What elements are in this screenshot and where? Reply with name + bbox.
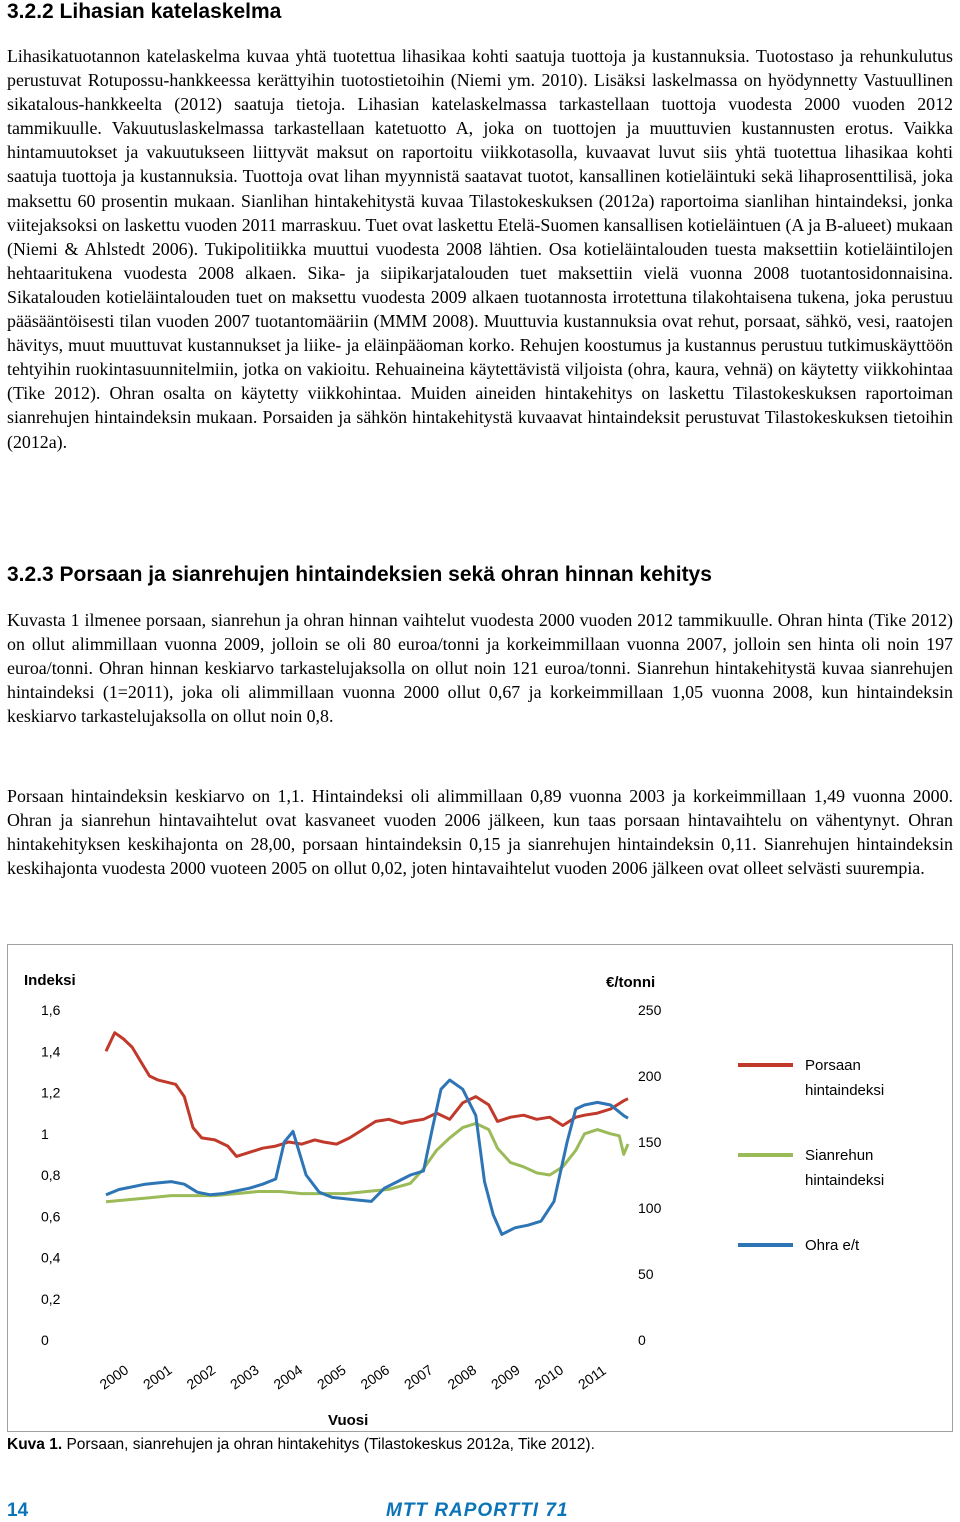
body-paragraph-1: Lihasikatuotannon katelaskelma kuvaa yhtä tuotettua lihasikaa kohti saatuja tuottoja ja kustannuksia. Tuotostaso ja rehunkulutus perustuvat Rotupossu-hankkeessa kerättyihin tuotostietoihin (Niemi ym. 2010). Lisäksi laskelmassa on hyödynnetty Vastuullinen sikatalous-hankkeelta (2012) saatuja tietoja. Lihasian katelaskelmassa tarkastellaan tuottoja vuodesta 2000 vuoden 2012 tammikuulle. Vakuutuslaskelmassa tarkastellaan katetuotto A, joka on tuottojen ja muuttuvien kustannusten erotus. Vaikka hintamuutokset ja vakuutukseen liittyvät maksut on raportoitu viikkotasolla, kuvaavat luvut siis yhtä tuotettua lihasikaa kohti saatuja tuottoja ja kustannuksia. Tuottoja ovat lihan myynnistä saatavat tuotot, kansallinen kotieläintuki sekä lihaprosenttilisä, joka maksettu 60 prosentin mukaan. Sianlihan hintakehitystä kuvaa Tilastokeskuksen (2012a) raportoima sianlihan hintaindeksi, jonka viitejaksoksi on laskettu vuoden 2011 marraskuu. Tuet ovat laskettu Etelä-Suomen kansallisen kotieläintuen (A ja B-alueet) mukaan (Niemi & Ahlstedt 2006). Tukipolitiikka muuttui vuodesta 2008 lähtien. Osa kotieläintalouden tuesta maksettiin kotieläintilojen hehtaaritukena vuodesta 2008 alkaen. Sika- ja siipikarjatalouden tuet maksettiin vielä vuonna 2008 tuotantosidonnaisina. Sikatalouden kotieläintalouden tuet on maksettu vuodesta 2009 alkaen tuotannosta irrotettuna tilakohtaisena tukena, joka perustuu pääsääntöisesti tilan vuoden 2007 tuotantomääriin (MMM 2008). Muuttuvia kustannuksia ovat rehut, porsaat, sähkö, vesi, raatojen hävitys, muut muuttuvat kustannukset ja liike- ja eläinpääoman korko. Rehujen koostumus ja kustannus perustuu tutkimuskäyttöön tehtyihin ruokintasuunnitelmiin, jotka on vakioitu. Rehuaineina käytettävistä viljoista (ohra, kaura, vehnä) on käytetty viikkohintaa (Tike 2012). Ohran osalta on käytetty viikkohintaa. Muiden aineiden hintakehitys on laskettu Tilastokeskuksen raportoiman sianrehujen hintaindeksin mukaan. Porsaiden ja sähkön hintakehitystä kuvaavat hintaindeksit perustuvat Tilastokeskuksen tietoihin (2012a). — [7, 46, 953, 452]
y-left-tick-label: 1,4 — [41, 1043, 61, 1060]
x-axis-label: Vuosi — [328, 1412, 369, 1429]
y-right-tick-label: 150 — [638, 1134, 662, 1150]
line-chart — [8, 945, 954, 1433]
y-right-tick-label: 0 — [638, 1332, 646, 1348]
x-tick-label: 2010 — [531, 1361, 567, 1393]
body-paragraph-3: Porsaan hintaindeksin keskiarvo on 1,1. Hintaindeksi oli alimmillaan 0,89 vuonna 2003 ja korkeimmillaan 1,49 vuonna 2000. Ohran ja sianrehun hintavaihtelut ovat kasvaneet vuoden 2006 jälkeen, kun taas porsaan hintavaihtelu on vähentynyt. Ohran hintakehityksen keskihajonta on 28,00, porsaan hintaindeksin 0,15 ja sianrehujen hintaindeksin 0,11. Sianrehujen hintaindeksin keskihajonta vuodesta 2000 vuoteen 2005 on ollut 0,02, joten hintavaihtelut vuoden 2006 jälkeen ovat olleet selvästi suurempia. — [7, 786, 953, 879]
legend-label: Sianrehun — [805, 1147, 874, 1164]
x-tick-label: 2002 — [183, 1361, 219, 1393]
y-right-tick-label: 200 — [638, 1068, 662, 1084]
y-left-tick-label: 0,4 — [41, 1249, 61, 1266]
legend-label: Porsaan — [805, 1057, 861, 1074]
legend-label: hintaindeksi — [805, 1172, 885, 1189]
y-left-tick-label: 1 — [41, 1125, 49, 1142]
body-paragraph-2: Kuvasta 1 ilmenee porsaan, sianrehun ja ohran hinnan vaihtelut vuodesta 2000 vuoden 2012 tammikuulle. Ohran hinta (Tike 2012) on ollut alimmillaan vuonna 2009, jolloin se oli 80 euroa/tonni ja korkeimmillaan vuonna 2007, jolloin sen hinta oli noin 197 euroa/tonni. Ohran hinnan keskiarvo tarkastelujaksolla on ollut noin 121 euroa/tonni. Sianrehun hintakehitystä kuvaa sianrehujen hintaindeksi (1=2011), joka oli alimmillaan vuonna 2000 ollut 0,67 ja korkeimmillaan 1,05 vuonna 2008, kun hintaindeksin keskiarvo tarkastelujaksolla on ollut noin 0,8. — [7, 610, 953, 727]
y-right-tick-label: 100 — [638, 1200, 662, 1216]
series-line-2 — [106, 1123, 628, 1201]
series-line-3 — [106, 1080, 628, 1234]
y-left-tick-label: 0 — [41, 1332, 49, 1348]
page-number: 14 — [7, 1500, 29, 1521]
x-tick-label: 2011 — [575, 1362, 609, 1393]
y-right-axis-label: €/tonni — [606, 974, 656, 991]
y-left-tick-label: 0,8 — [41, 1167, 61, 1183]
x-tick-label: 2007 — [401, 1361, 436, 1393]
x-tick-label: 2003 — [227, 1361, 262, 1393]
x-tick-label: 2001 — [140, 1361, 175, 1393]
section-heading-3-2-2: 3.2.2 Lihasian katelaskelma — [7, 0, 282, 23]
legend-label: Ohra e/t — [805, 1237, 860, 1254]
y-left-axis-label: Indeksi — [24, 972, 76, 989]
figure-caption-text: Porsaan, sianrehujen ja ohran hintakehitys (Tilastokeskus 2012a, Tike 2012). — [62, 1436, 595, 1453]
legend-label: hintaindeksi — [805, 1082, 885, 1099]
x-tick-label: 2009 — [488, 1361, 523, 1393]
y-left-tick-label: 0,2 — [41, 1290, 61, 1307]
series-line-1 — [106, 1033, 628, 1157]
figure-chart-frame — [7, 944, 953, 1432]
y-left-tick-label: 1,2 — [41, 1084, 61, 1101]
section-heading-3-2-3: 3.2.3 Porsaan ja sianrehujen hintaindeksien sekä ohran hinnan kehitys — [7, 563, 712, 586]
footer-brand-logo: MTT RAPORTTI 71 — [386, 1500, 569, 1521]
y-right-tick-label: 250 — [638, 1002, 662, 1018]
x-tick-label: 2000 — [96, 1361, 132, 1393]
y-right-tick-label: 50 — [638, 1266, 654, 1282]
figure-caption — [7, 1436, 595, 1454]
x-tick-label: 2005 — [314, 1361, 349, 1393]
x-tick-label: 2006 — [357, 1361, 393, 1393]
x-tick-label: 2004 — [270, 1361, 306, 1393]
y-left-tick-label: 0,6 — [41, 1208, 61, 1225]
figure-caption-label: Kuva 1. — [7, 1436, 63, 1453]
y-left-tick-label: 1,6 — [41, 1002, 61, 1018]
x-tick-label: 2008 — [444, 1361, 480, 1393]
